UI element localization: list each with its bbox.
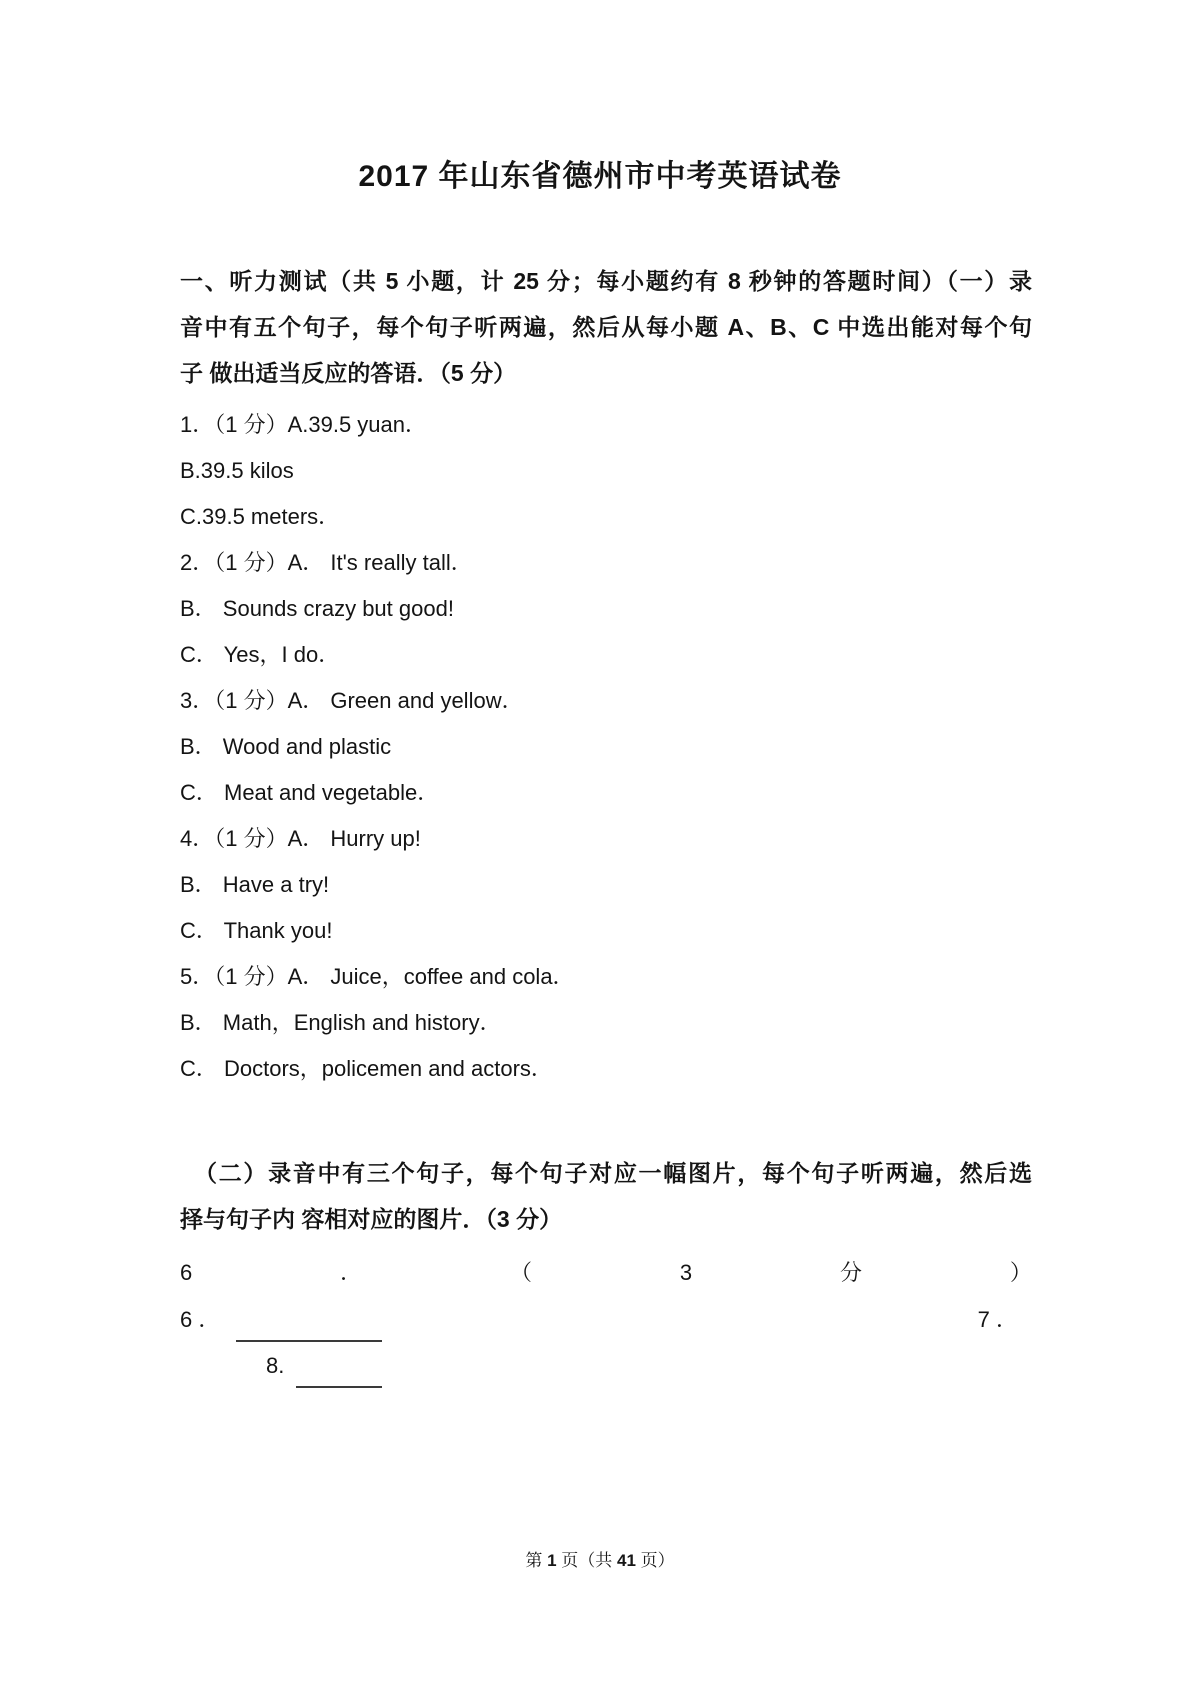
scatter-item: 3 xyxy=(679,1260,693,1285)
question-6-scattered-line xyxy=(180,1250,1032,1296)
question-6-answer-blank xyxy=(236,1308,382,1342)
scatter-item: 6 xyxy=(180,1260,193,1285)
question-4-option-b: B． Have a try! xyxy=(180,872,330,897)
section1-intro-line: 一、听力测试（共 5 小题，计 25 分；每小题约有 8 秒钟的答题时间）（一）录 xyxy=(180,268,1032,294)
footer-page-number: 1 xyxy=(547,1551,557,1570)
question-1-option-b: B.39.5 kilos xyxy=(180,458,294,483)
section2-intro-line: （二）录音中有三个句子，每个句子对应一幅图片，每个句子听两遍，然后选 xyxy=(194,1160,1032,1186)
question-4-option-c: C． Thank you! xyxy=(180,918,333,943)
blank-row-8 xyxy=(180,1342,1032,1388)
question-2-option-a: 2．（1 分）A． It's really tall． xyxy=(180,550,473,575)
scatter-item: ． xyxy=(340,1260,363,1285)
question-3-option-b: B． Wood and plastic xyxy=(180,734,392,759)
scatter-item: ） xyxy=(1009,1260,1032,1285)
scatter-item: 分 xyxy=(840,1260,863,1285)
section2-intro-paragraph xyxy=(180,1150,1032,1242)
question-2-option-b: B． Sounds crazy but good! xyxy=(180,596,454,621)
question-4-option-a: 4．（1 分）A． Hurry up! xyxy=(180,826,421,851)
question-7-label: 7 ． xyxy=(977,1307,1018,1332)
section1-intro-line: 音中有五个句子，每个句子听两遍，然后从每小题 A、B、C 中选出能对每个句 xyxy=(180,314,1032,340)
question-5-option-a: 5．（1 分）A． Juice，coffee and cola． xyxy=(180,964,575,989)
question-6-label: 6 ． xyxy=(180,1307,221,1332)
section2-intro-line: 择与句子内 容相对应的图片．（3 分） xyxy=(180,1206,563,1232)
section1-question-list xyxy=(180,402,1032,1092)
page-footer xyxy=(0,1548,1200,1574)
footer-total-pages: 41 xyxy=(617,1551,636,1570)
section1-intro-line: 子 做出适当反应的答语．（5 分） xyxy=(180,360,517,386)
question-1-option-a: 1．（1 分）A.39.5 yuan． xyxy=(180,412,428,437)
footer-text: 页（共 xyxy=(556,1551,617,1570)
question-2-option-c: C． Yes，I do． xyxy=(180,642,341,667)
question-5-option-c: C． Doctors，policemen and actors． xyxy=(180,1056,553,1081)
footer-text: 页） xyxy=(635,1551,675,1570)
page-content xyxy=(180,258,1032,1388)
section1-intro-paragraph xyxy=(180,258,1032,396)
blank-row-6-7 xyxy=(180,1296,1032,1342)
question-3-option-c: C． Meat and vegetable． xyxy=(180,780,440,805)
footer-text: 第 xyxy=(525,1551,548,1570)
question-5-option-b: B． Math，English and history． xyxy=(180,1010,502,1035)
question-1-option-c: C.39.5 meters． xyxy=(180,504,341,529)
question-3-option-a: 3．（1 分）A． Green and yellow． xyxy=(180,688,524,713)
page-title: 2017 年山东省德州市中考英语试卷 xyxy=(358,160,842,193)
question-8-answer-blank xyxy=(296,1354,382,1388)
question-8-label: 8. xyxy=(266,1353,285,1378)
scatter-item: （ xyxy=(510,1260,533,1285)
